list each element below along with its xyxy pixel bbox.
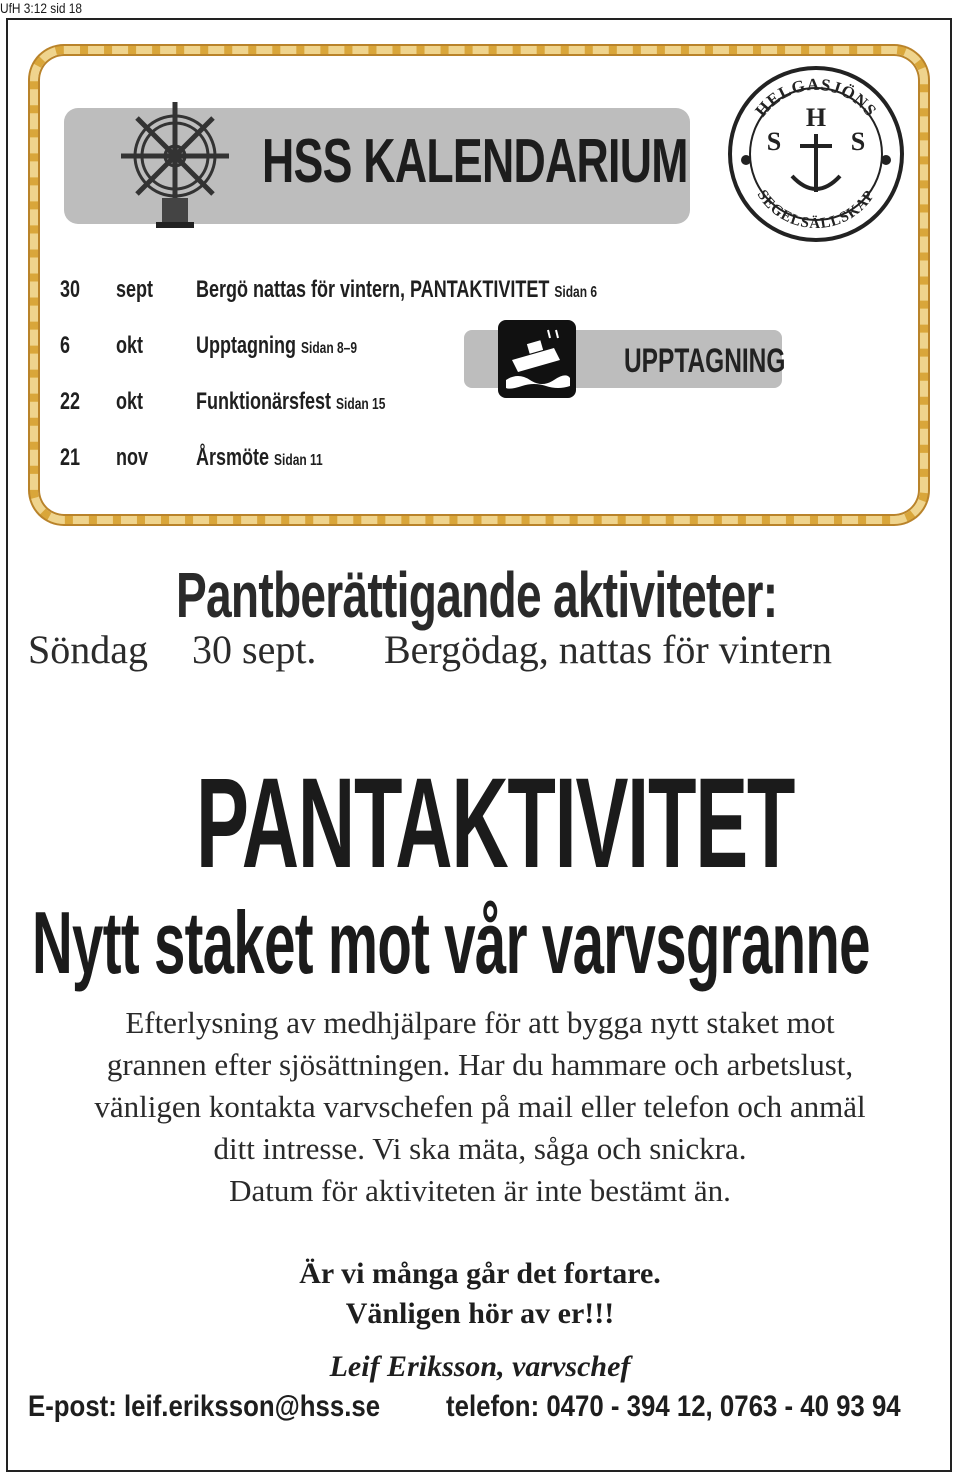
emblem-letter-s-right: S [850,127,866,156]
emblem-bottom-text: SEGELSÄLLSKAP [753,187,879,233]
event-day: 6 [60,332,71,359]
event-page: Sidan 11 [274,452,323,469]
pant-heading: Pantberättigande aktiviteter: [176,559,778,631]
event-text: Bergö nattas för vintern, PANTAKTIVITET Sidan 6 [196,276,598,303]
activity-body [40,1002,920,1212]
body-line: grannen efter sjösättningen. Har du hammare och arbetslust, [106,1047,854,1082]
event-day: 22 [60,388,81,415]
event-day: 21 [60,444,81,471]
event-month: sept [116,276,154,303]
event-month: okt [116,388,143,415]
signature: Leif Eriksson, varvschef [329,1350,631,1383]
cta-line: Är vi många går det fortare. [299,1257,661,1290]
activity-title: PANTAKTIVITET [196,752,795,895]
pant-weekday: Söndag [28,627,148,672]
event-month: okt [116,332,143,359]
event-page: Sidan 15 [336,396,386,413]
email-contact[interactable]: E-post: leif.eriksson@hss.se [28,1390,381,1423]
upptagning-label: UPPTAGNING [624,342,786,380]
event-day: 30 [60,276,81,303]
event-page: Sidan 6 [554,284,598,301]
event-text: Upptagning Sidan 8–9 [196,332,358,359]
pant-date: 30 sept. [192,627,317,672]
emblem-letter-s-left: S [766,127,782,156]
club-emblem-icon [726,64,906,244]
call-to-action [40,1254,920,1334]
activity-subtitle: Nytt staket mot vår varvsgranne [32,893,870,992]
pant-event: Bergödag, nattas för vintern [384,627,833,672]
cta-line: Vänligen hör av er!!! [345,1297,615,1330]
body-line: Efterlysning av medhjälpare för att bygga nytt staket mot [125,1005,835,1040]
running-head: UfH 3:12 sid 18 [0,0,83,16]
event-text: Årsmöte Sidan 11 [196,444,323,471]
body-line: ditt intresse. Vi ska mäta, såga och snickra. [213,1131,747,1166]
body-line: Datum för aktiviteten är inte bestämt än. [229,1173,731,1208]
ship-wheel-icon [110,94,240,230]
calendar-title: HSS KALENDARIUM [262,127,688,196]
emblem-letter-h: H [805,103,827,132]
phone-contact: telefon: 0470 - 394 12, 0763 - 40 93 94 [446,1390,901,1423]
event-text: Funktionärsfest Sidan 15 [196,388,386,415]
boat-lift-icon [498,320,576,398]
event-page: Sidan 8–9 [300,340,358,357]
body-line: vänligen kontakta varvschefen på mail eller telefon och anmäl [94,1089,866,1124]
emblem-top-text: HELGASJÖNS [751,74,881,121]
event-month: nov [116,444,149,471]
